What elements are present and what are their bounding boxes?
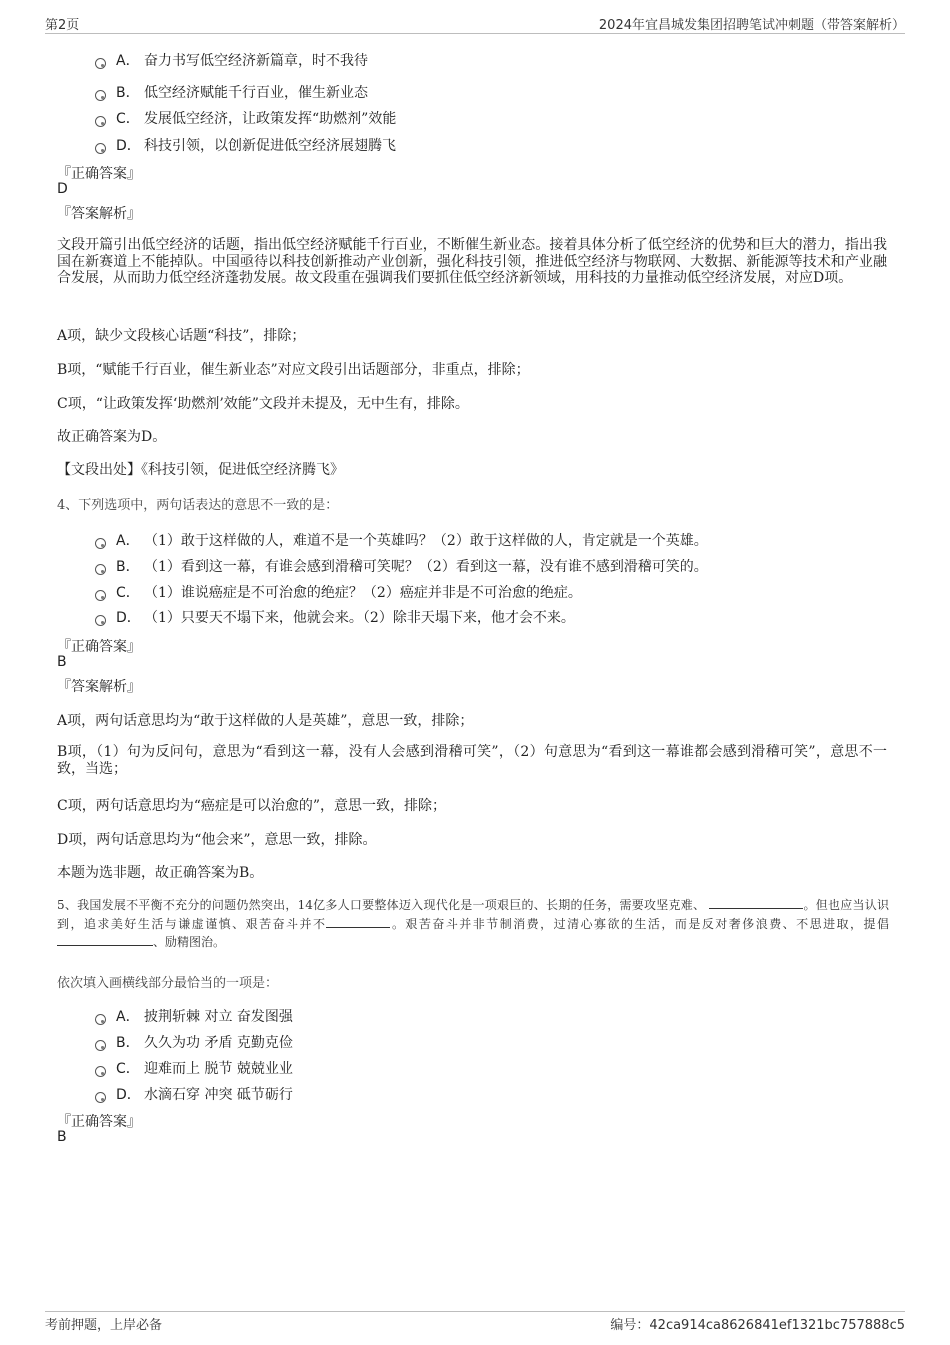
q5-option-d[interactable] <box>95 1084 293 1104</box>
q5-blank-2 <box>326 915 390 928</box>
q3-conclusion: 故正确答案为D。 <box>57 429 167 445</box>
q4-answer: B <box>57 654 67 670</box>
q5-option-c[interactable] <box>95 1058 293 1078</box>
q5-stem-part-2: 。但也应当认识到，追求美好生活与谦虚谨慎、艰苦奋斗并不 <box>57 898 889 931</box>
radio-icon[interactable] <box>95 615 106 626</box>
option-letter: A． <box>116 53 140 69</box>
option-text: 披荆斩棘 对立 奋发图强 <box>144 1009 293 1025</box>
q4-stem: 4、下列选项中，两句话表达的意思不一致的是： <box>57 498 339 513</box>
option-letter: B． <box>116 559 140 575</box>
option-letter: C． <box>116 1061 140 1077</box>
q4-option-c[interactable] <box>95 582 582 602</box>
q3-answer-label: 『正确答案』 <box>57 166 141 182</box>
option-letter: A． <box>116 1009 140 1025</box>
q3-analysis-line-a: A项，缺少文段核心话题“科技”，排除； <box>57 328 306 344</box>
option-text: （1）只要天不塌下来，他就会来。（2）除非天塌下来，他才会不来。 <box>144 610 575 626</box>
option-letter: A． <box>116 533 140 549</box>
radio-icon[interactable] <box>95 58 106 69</box>
q4-analysis-line-b: B项，（1）句为反问句，意思为“看到这一幕，没有人会感到滑稽可笑”，（2）句意思为“看到这一幕谁都会感到滑稽可笑”，意思不一致，当选； <box>57 744 887 777</box>
option-text: （1）看到这一幕，有谁会感到滑稽可笑呢？（2）看到这一幕，没有谁不感到滑稽可笑的。 <box>144 559 708 575</box>
q5-answer-label: 『正确答案』 <box>57 1114 141 1130</box>
option-letter: D． <box>116 1087 141 1103</box>
q3-option-d[interactable] <box>95 135 396 155</box>
footer-divider <box>45 1311 905 1312</box>
option-letter: B． <box>116 85 140 101</box>
q4-option-d[interactable] <box>95 607 575 627</box>
option-text: 迎难而上 脱节 兢兢业业 <box>144 1061 293 1077</box>
q5-blank-3 <box>57 933 153 946</box>
document-title: 2024年宜昌城发集团招聘笔试冲刺题（带答案解析） <box>598 18 905 33</box>
radio-icon[interactable] <box>95 538 106 549</box>
footer-code <box>610 1314 905 1333</box>
footer-code-label: 编号： <box>610 1318 650 1333</box>
radio-icon[interactable] <box>95 590 106 601</box>
q5-blank-1 <box>709 896 803 909</box>
radio-icon[interactable] <box>95 143 106 154</box>
q4-option-b[interactable] <box>95 556 708 576</box>
q4-option-a[interactable] <box>95 530 708 550</box>
option-text: 奋力书写低空经济新篇章，时不我待 <box>144 53 368 69</box>
q5-option-b[interactable] <box>95 1032 293 1052</box>
radio-icon[interactable] <box>95 1092 106 1103</box>
q4-answer-label: 『正确答案』 <box>57 639 141 655</box>
option-text: 久久为功 矛盾 克勤克俭 <box>144 1035 293 1051</box>
option-text: （1）谁说癌症是不可治愈的绝症？（2）癌症并非是不可治愈的绝症。 <box>144 585 582 601</box>
q5-stem-part-4: 、励精图治。 <box>153 935 226 949</box>
q3-analysis-paragraph: 文段开篇引出低空经济的话题，指出低空经济赋能千行百业，不断催生新业态。接着具体分析了低空经济的优势和巨大的潜力，指出我国在新赛道上不能掉队。中国亟待以科技创新推动产业创新，强化科技引领，推进低空经济与物联网、大数据、新能源等技术和产业融合发展，从而助力低空经济蓬勃发展。故文段重在强调我们要抓住低空经济新领域，用科技的力量推动低空经济发展，对应D项。 <box>57 237 887 286</box>
q4-analysis-line-a: A项，两句话意思均为“敢于这样做的人是英雄”，意思一致，排除； <box>57 713 474 729</box>
option-letter: D． <box>116 610 141 626</box>
q4-analysis-line-c: C项，两句话意思均为“癌症是可以治愈的”，意思一致，排除； <box>57 798 447 814</box>
q3-analysis-label: 『答案解析』 <box>57 206 141 222</box>
option-text: （1）敢于这样做的人，难道不是一个英雄吗？（2）敢于这样做的人，肯定就是一个英雄。 <box>144 533 708 549</box>
q5-option-a[interactable] <box>95 1006 293 1026</box>
option-text: 水滴石穿 冲突 砥节砺行 <box>144 1087 293 1103</box>
footer-slogan: 考前押题，上岸必备 <box>45 1318 163 1333</box>
q3-source: 【文段出处】《科技引领，促进低空经济腾飞》 <box>57 462 344 478</box>
q5-stem-part-3: 。艰苦奋斗并非节制消费，过清心寡欲的生活，而是反对奢侈浪费、不思进取，提倡 <box>390 916 889 931</box>
q3-option-b[interactable] <box>95 82 368 102</box>
q3-answer: D <box>57 181 68 197</box>
q3-option-c[interactable] <box>95 108 396 128</box>
q5-instruction: 依次填入画横线部分最恰当的一项是： <box>57 976 279 991</box>
option-letter: C． <box>116 111 140 127</box>
q5-stem-part-1: 5、我国发展不平衡不充分的问题仍然突出，14亿多人口要整体迈入现代化是一项艰巨的、长期的任务，需要攻坚克难、 <box>57 898 706 912</box>
q3-option-a[interactable] <box>95 50 368 70</box>
q5-answer: B <box>57 1129 67 1145</box>
option-text: 低空经济赋能千行百业，催生新业态 <box>144 85 368 101</box>
q4-conclusion: 本题为选非题，故正确答案为B。 <box>57 865 264 881</box>
option-text: 发展低空经济，让政策发挥“助燃剂”效能 <box>144 111 397 127</box>
footer-code-value: 42ca914ca8626841ef1321bc757888c5 <box>649 1318 905 1333</box>
radio-icon[interactable] <box>95 564 106 575</box>
option-text: 科技引领，以创新促进低空经济展翅腾飞 <box>144 138 396 154</box>
q3-analysis-line-c: C项，“让政策发挥‘助燃剂’效能”文段并未提及，无中生有，排除。 <box>57 396 469 412</box>
option-letter: B． <box>116 1035 140 1051</box>
option-letter: D． <box>116 138 141 154</box>
q4-analysis-label: 『答案解析』 <box>57 679 141 695</box>
radio-icon[interactable] <box>95 116 106 127</box>
q4-analysis-line-d: D项，两句话意思均为“他会来”，意思一致，排除。 <box>57 832 377 848</box>
q3-analysis-line-b: B项，“赋能千行百业，催生新业态”对应文段引出话题部分，非重点，排除； <box>57 362 530 378</box>
radio-icon[interactable] <box>95 1040 106 1051</box>
page-number: 第2页 <box>45 18 80 33</box>
q5-stem <box>57 896 889 952</box>
radio-icon[interactable] <box>95 90 106 101</box>
header-divider <box>45 33 905 34</box>
option-letter: C． <box>116 585 140 601</box>
radio-icon[interactable] <box>95 1066 106 1077</box>
radio-icon[interactable] <box>95 1014 106 1025</box>
